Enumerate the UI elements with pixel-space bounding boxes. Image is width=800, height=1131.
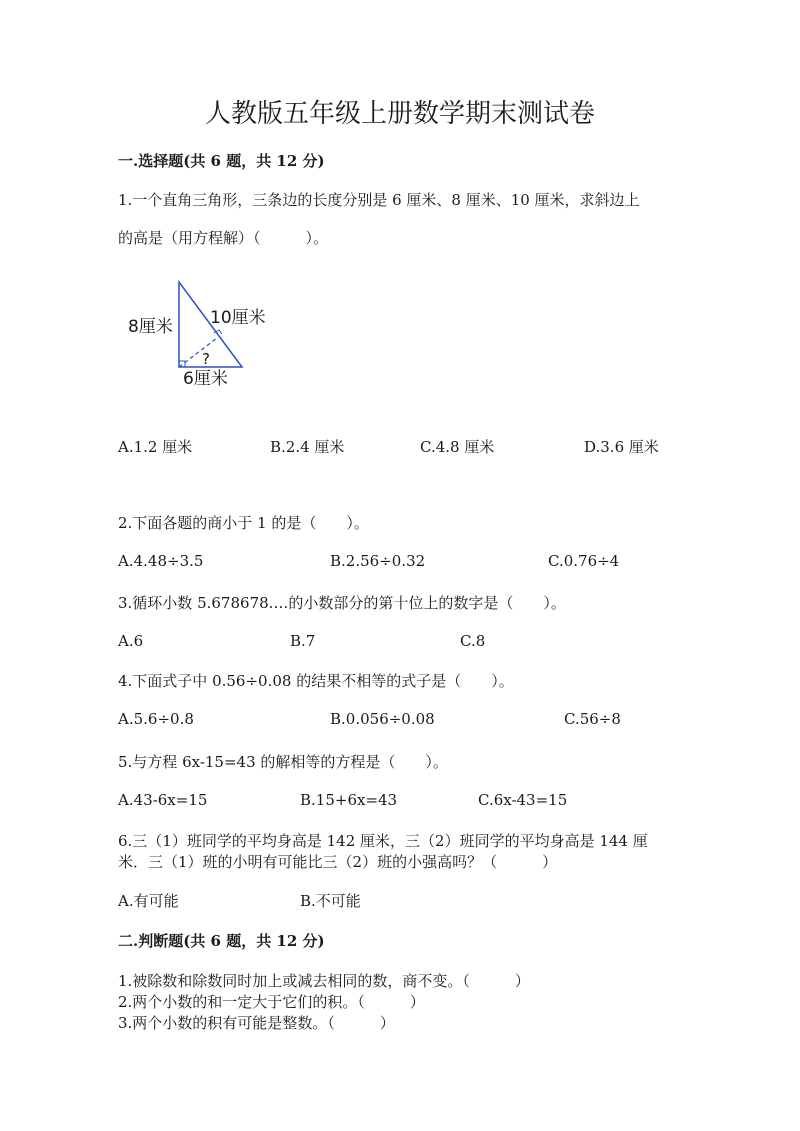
question-5: 5.与方程 6x-15=43 的解相等的方程是（ ）。 <box>118 753 448 771</box>
altitude-line <box>179 338 217 367</box>
q1-option-a: A.1.2 厘米 <box>118 438 193 456</box>
q4-option-c: C.56÷8 <box>564 710 621 728</box>
q6-option-a: A.有可能 <box>118 892 179 910</box>
label-height-unknown: ? <box>202 350 210 368</box>
q6-option-b: B.不可能 <box>300 892 361 910</box>
judgement-item-2: 2.两个小数的和一定大于它们的积。（ ） <box>118 993 425 1011</box>
q4-option-a: A.5.6÷0.8 <box>118 710 194 728</box>
question-4: 4.下面式子中 0.56÷0.08 的结果不相等的式子是（ ）。 <box>118 672 514 690</box>
judgement-item-3: 3.两个小数的积有可能是整数。（ ） <box>118 1014 395 1032</box>
q1-option-d: D.3.6 厘米 <box>584 438 659 456</box>
q2-option-a: A.4.48÷3.5 <box>118 552 204 570</box>
label-6cm: 6厘米 <box>183 369 228 389</box>
q1-option-b: B.2.4 厘米 <box>270 438 345 456</box>
q4-option-b: B.0.056÷0.08 <box>330 710 435 728</box>
q2-option-b: B.2.56÷0.32 <box>330 552 426 570</box>
label-10cm: 10厘米 <box>210 308 266 328</box>
question-3: 3.循环小数 5.678678.…的小数部分的第十位上的数字是（ ）。 <box>118 594 566 612</box>
q5-option-c: C.6x-43=15 <box>478 791 568 809</box>
q3-option-a: A.6 <box>118 632 144 650</box>
q3-option-c: C.8 <box>460 632 486 650</box>
question-6-line-1: 6.三（1）班同学的平均身高是 142 厘米，三（2）班同学的平均身高是 144 厘 <box>118 832 648 850</box>
question-1-line-1: 1.一个直角三角形，三条边的长度分别是 6 厘米、8 厘米、10 厘米，求斜边上 <box>118 191 640 209</box>
q2-option-c: C.0.76÷4 <box>548 552 620 570</box>
q5-option-a: A.43-6x=15 <box>118 791 208 809</box>
judgement-item-1: 1.被除数和除数同时加上或减去相同的数，商不变。（ ） <box>118 972 530 990</box>
question-2: 2.下面各题的商小于 1 的是（ ）。 <box>118 514 369 532</box>
question-1-line-2: 的高是（用方程解）（ ）。 <box>118 229 329 247</box>
q5-option-b: B.15+6x=43 <box>300 791 398 809</box>
page-title: 人教版五年级上册数学期末测试卷 <box>204 99 595 129</box>
q1-option-c: C.4.8 厘米 <box>420 438 495 456</box>
question-6-line-2: 米．三（1）班的小明有可能比三（2）班的小强高吗？（ ） <box>118 853 558 871</box>
label-8cm: 8厘米 <box>128 317 173 337</box>
section-heading-judgement: 二.判断题(共 6 题，共 12 分) <box>118 932 325 950</box>
section-heading-choice: 一.选择题(共 6 题，共 12 分) <box>118 152 325 170</box>
right-triangle-figure <box>122 270 282 398</box>
q3-option-b: B.7 <box>290 632 316 650</box>
